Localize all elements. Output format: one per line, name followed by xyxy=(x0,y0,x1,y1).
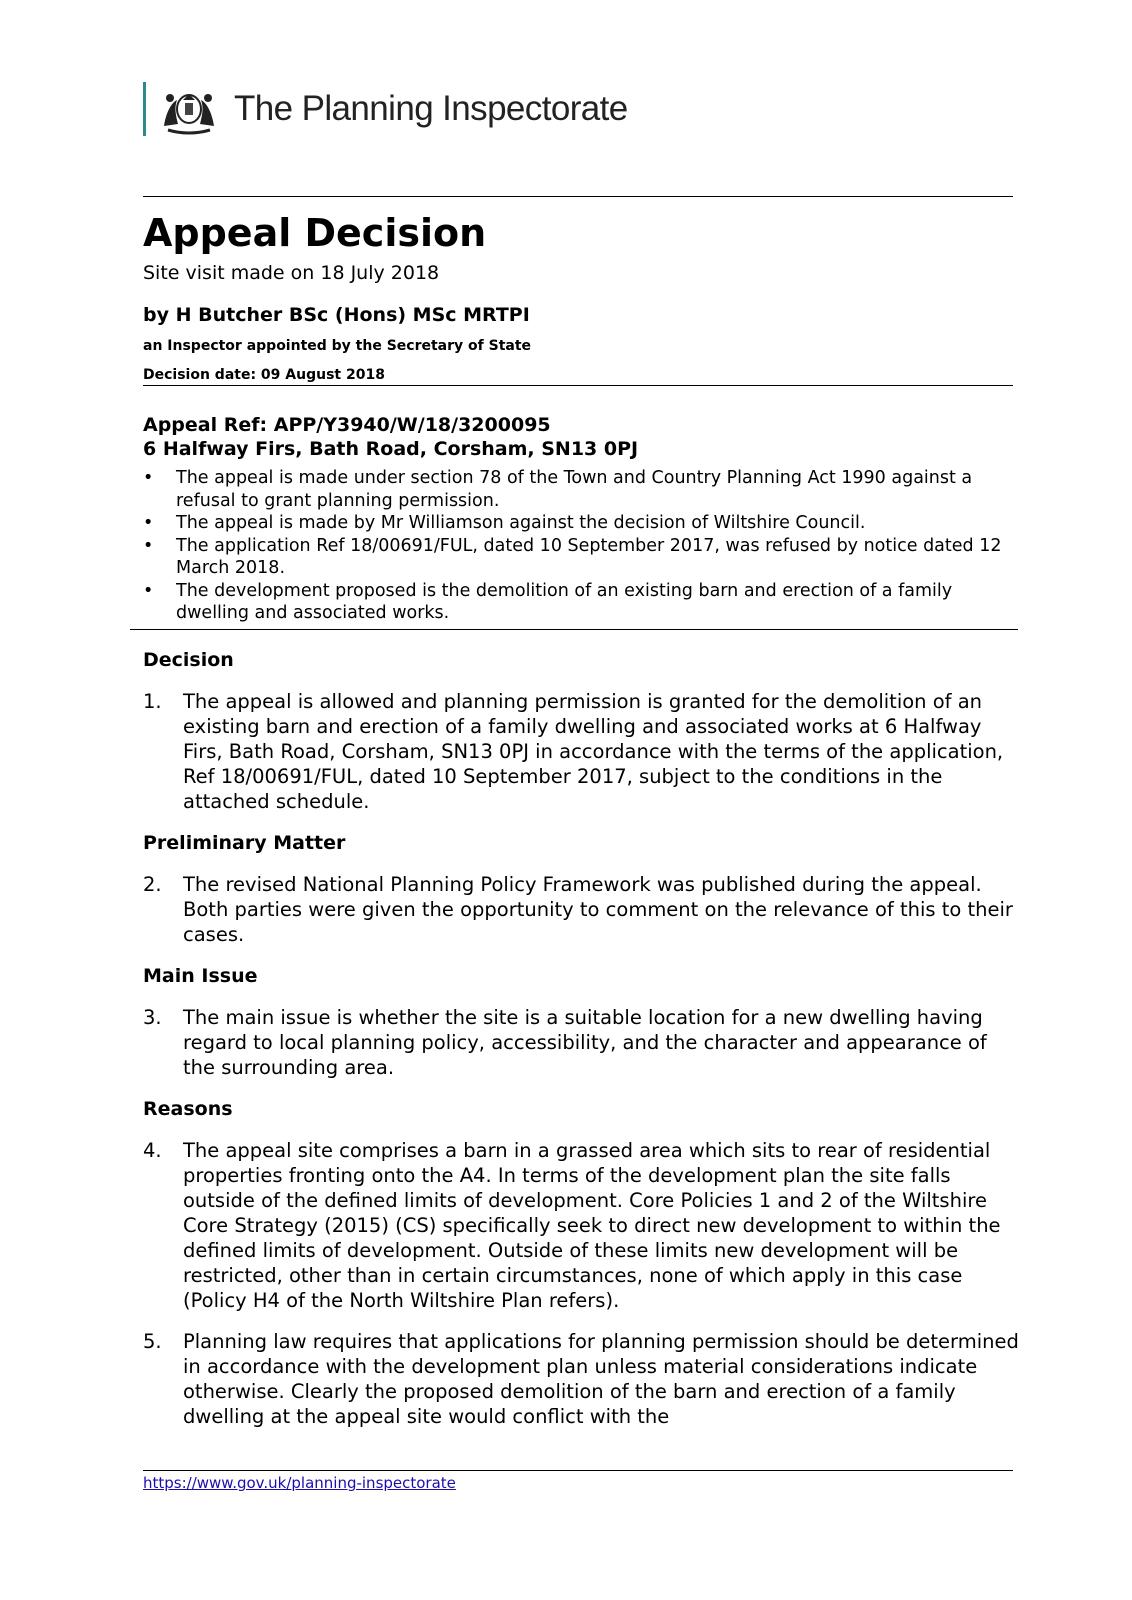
paragraph-number: 4. xyxy=(143,1139,162,1162)
accent-bar xyxy=(143,82,146,136)
paragraph-4 xyxy=(143,1138,1023,1313)
site-address: 6 Halfway Firs, Bath Road, Corsham, SN13 0PJ xyxy=(143,438,639,460)
inspector-note: an Inspector appointed by the Secretary of State xyxy=(143,338,532,354)
paragraph-text: The appeal is allowed and planning permission is granted for the demolition of an existing barn and erection of a family dwelling and associated works at 6 Halfway Firs, Bath Road, Corsham, SN13 0PJ in accordance with the terms of the application, Ref 18/00691/FUL, dated 10 September 2017, subject to the conditions in the attached schedule. xyxy=(183,690,1004,813)
royal-crest-icon xyxy=(158,82,220,136)
paragraph-number: 5. xyxy=(143,1330,162,1353)
site-visit-date: Site visit made on 18 July 2018 xyxy=(143,262,440,284)
inspector-byline: by H Butcher BSc (Hons) MSc MRTPI xyxy=(143,304,530,326)
paragraph-1 xyxy=(143,689,1023,814)
top-divider xyxy=(143,196,1013,197)
header xyxy=(143,82,628,136)
paragraph-number: 3. xyxy=(143,1006,162,1029)
appeal-reference-block xyxy=(143,413,638,461)
paragraph-number: 1. xyxy=(143,690,162,713)
paragraph-number: 2. xyxy=(143,873,162,896)
decision-date: Decision date: 09 August 2018 xyxy=(143,367,385,383)
section-heading-decision: Decision xyxy=(143,649,234,671)
paragraph-text: The main issue is whether the site is a suitable location for a new dwelling having regard to local planning policy, accessibility, and the character and appearance of the surrounding area. xyxy=(183,1006,987,1079)
page-title: Appeal Decision xyxy=(143,211,487,255)
paragraph-5 xyxy=(143,1329,1023,1429)
appeal-details-list xyxy=(143,467,1023,625)
list-item: • The appeal is made by Mr Williamson against the decision of Wiltshire Council. xyxy=(143,512,1023,535)
appeal-ref: Appeal Ref: APP/Y3940/W/18/3200095 xyxy=(143,414,551,436)
paragraph-text: Planning law requires that applications for planning permission should be determined in accordance with the development plan unless material considerations indicate otherwise. Clearly the proposed demolition of the barn and erection of a family dwelling at the appeal site would conflict with the xyxy=(183,1330,1019,1428)
footer-website-link[interactable]: https://www.gov.uk/planning-inspectorate xyxy=(143,1474,456,1492)
paragraph-text: The appeal site comprises a barn in a grassed area which sits to rear of residential properties fronting onto the A4. In terms of the development plan the site falls outside of the defined limits of development. Core Policies 1 and 2 of the Wiltshire Core Strategy (2015) (CS) specifically seek to direct new development to within the defined limits of development. Outside of these limits new development will be restricted, other than in certain circumstances, none of which apply in this case (Policy H4 of the North Wiltshire Plan refers). xyxy=(183,1139,1001,1312)
section-heading-reasons: Reasons xyxy=(143,1098,233,1120)
paragraph-text: The revised National Planning Policy Framework was published during the appeal. Both parties were given the opportunity to comment on the relevance of this to their cases. xyxy=(183,873,1013,946)
footer-divider xyxy=(143,1470,1013,1471)
list-item: • The appeal is made under section 78 of the Town and Country Planning Act 1990 against a refusal to grant planning permission. xyxy=(143,467,1023,512)
section-heading-preliminary: Preliminary Matter xyxy=(143,832,346,854)
paragraph-3 xyxy=(143,1005,1023,1080)
org-name: The Planning Inspectorate xyxy=(234,89,628,128)
list-item: • The application Ref 18/00691/FUL, dated 10 September 2017, was refused by notice dated 12 March 2018. xyxy=(143,535,1023,580)
paragraph-2 xyxy=(143,872,1023,947)
details-divider xyxy=(130,629,1018,630)
header-divider xyxy=(143,385,1013,386)
section-heading-main-issue: Main Issue xyxy=(143,965,258,987)
list-item: • The development proposed is the demolition of an existing barn and erection of a family dwelling and associated works. xyxy=(143,580,1023,625)
